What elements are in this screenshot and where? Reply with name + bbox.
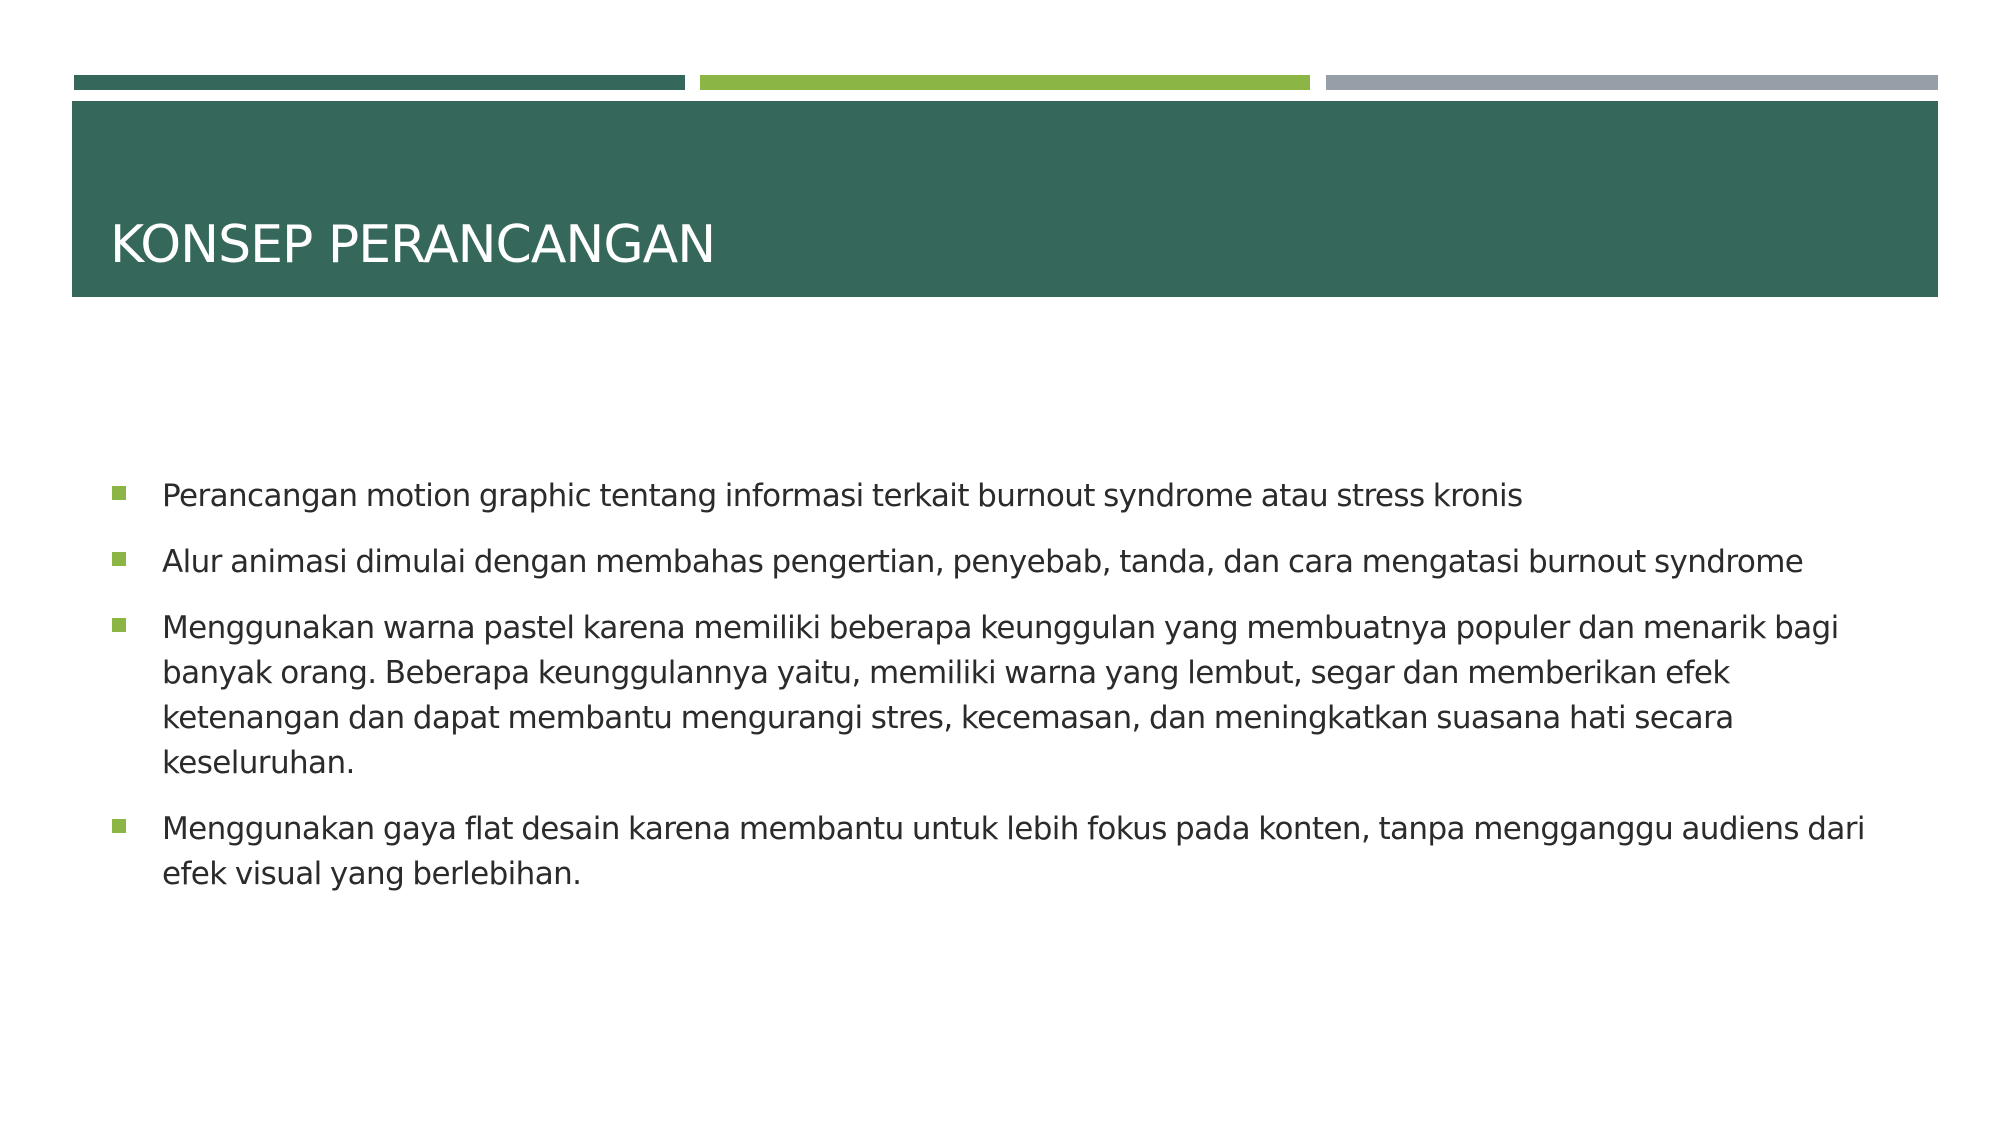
accent-bar-gray [1326,75,1938,90]
accent-bar-lime [700,75,1310,90]
bullet-text: Menggunakan gaya flat desain karena membantu untuk lebih fokus pada konten, tanpa mengganggu audiens dari efek visual yang berlebihan. [162,811,1865,892]
square-bullet-icon [112,819,126,833]
bullet-item [112,807,1892,897]
bullet-text: Alur animasi dimulai dengan membahas pengertian, penyebab, tanda, dan cara mengatasi burnout syndrome [162,544,1804,580]
square-bullet-icon [112,486,126,500]
square-bullet-icon [112,552,126,566]
bullet-item [112,540,1892,585]
bullet-text: Perancangan motion graphic tentang informasi terkait burnout syndrome atau stress kronis [162,478,1523,514]
accent-bar-dark-green [74,75,685,90]
slide-content [112,474,1892,918]
slide-title: KONSEP PERANCANGAN [110,215,716,275]
bullet-item [112,606,1892,786]
bullet-text: Menggunakan warna pastel karena memiliki beberapa keunggulan yang membuatnya populer dan menarik bagi banyak orang. Beberapa keunggulannya yaitu, memiliki warna yang lembut, segar dan memberikan efek ketenangan dan dapat membantu mengurangi stres, kecemasan, dan meningkatkan suasana hati secara keseluruhan. [162,610,1839,781]
square-bullet-icon [112,618,126,632]
title-band [72,101,1938,297]
bullet-list [112,474,1892,897]
bullet-item [112,474,1892,519]
